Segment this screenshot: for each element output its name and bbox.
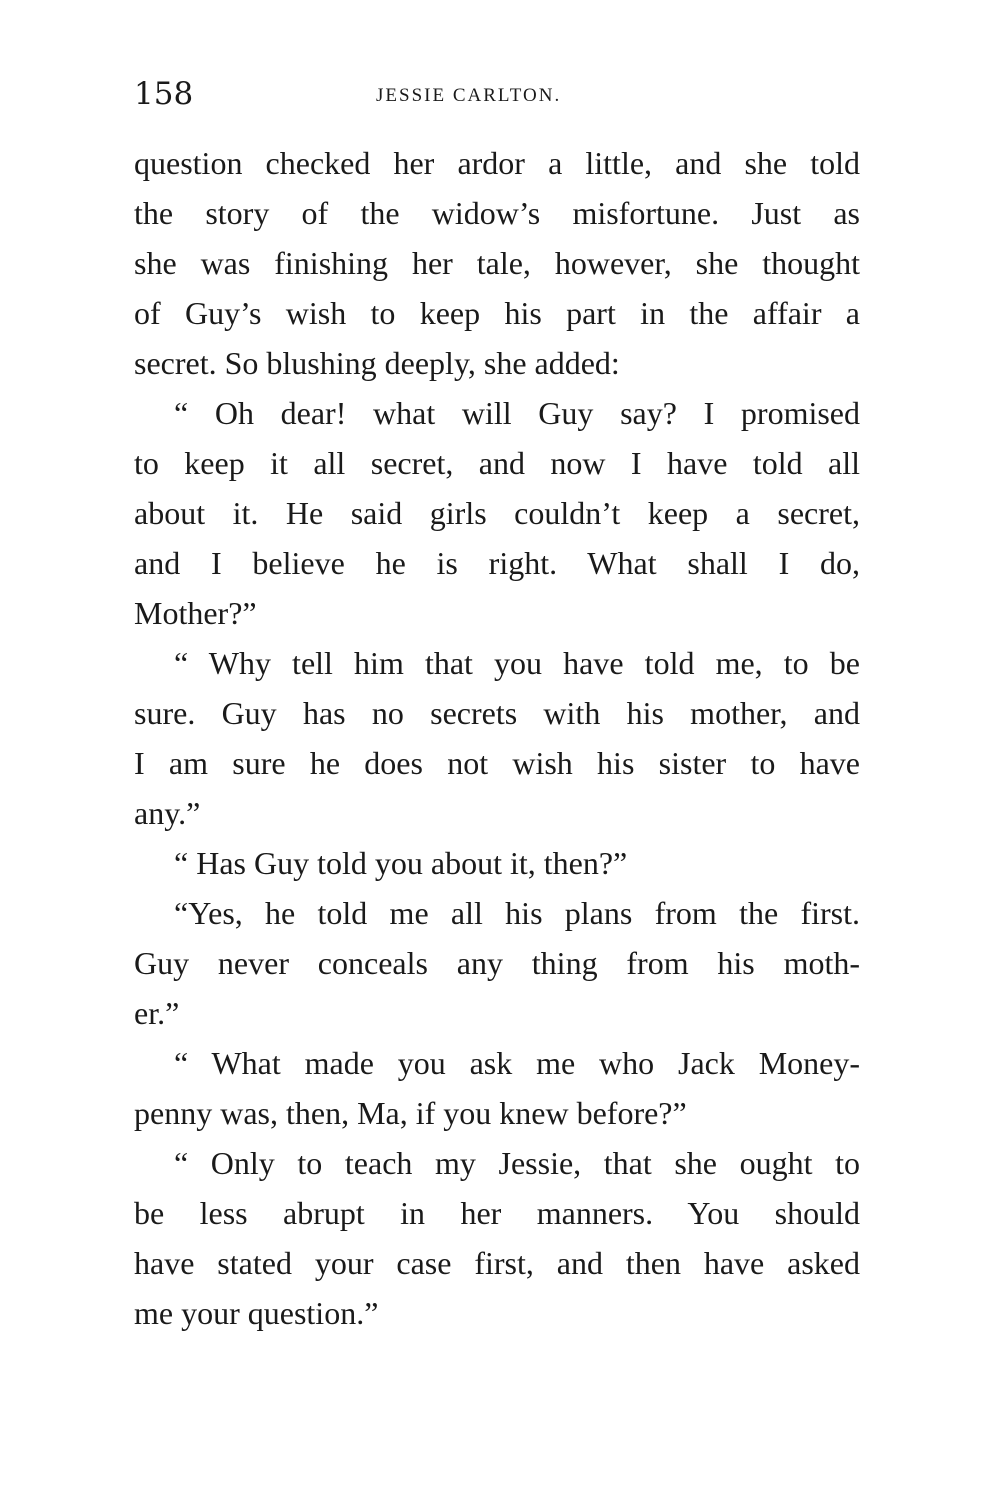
text-line: sure. Guy has no secrets with his mother, and xyxy=(134,695,860,731)
text-line: have stated your case first, and then have asked xyxy=(134,1245,860,1281)
text-line: secret. So blushing deeply, she added: xyxy=(134,345,620,381)
text-line: er.” xyxy=(134,995,180,1031)
body-text xyxy=(134,138,860,1338)
text-line: to keep it all secret, and now I have told all xyxy=(134,445,860,481)
text-line: “ Why tell him that you have told me, to be xyxy=(174,645,860,681)
text-line: be less abrupt in her manners. You should xyxy=(134,1195,860,1231)
text-line: Guy never conceals any thing from his moth- xyxy=(134,945,860,981)
text-line: me your question.” xyxy=(134,1295,379,1331)
text-line: any.” xyxy=(134,795,201,831)
text-line: penny was, then, Ma, if you knew before?” xyxy=(134,1095,687,1131)
text-line: “ What made you ask me who Jack Money- xyxy=(174,1045,860,1081)
text-line: “ Only to teach my Jessie, that she ought to xyxy=(174,1145,860,1181)
book-title: JESSIE CARLTON. xyxy=(376,85,562,106)
text-line: about it. He said girls couldn’t keep a secret, xyxy=(134,495,860,531)
text-line: the story of the widow’s misfortune. Just as xyxy=(134,195,860,231)
text-line: “Yes, he told me all his plans from the first. xyxy=(174,895,860,931)
text-line: she was finishing her tale, however, she thought xyxy=(134,245,860,281)
page-number: 158 xyxy=(134,76,194,112)
text-line: Mother?” xyxy=(134,595,257,631)
text-line: “ Oh dear! what will Guy say? I promised xyxy=(174,395,860,431)
text-line: of Guy’s wish to keep his part in the affair a xyxy=(134,295,860,331)
running-head xyxy=(134,74,860,114)
text-line: I am sure he does not wish his sister to have xyxy=(134,745,860,781)
text-line: question checked her ardor a little, and she told xyxy=(134,145,860,181)
text-line: “ Has Guy told you about it, then?” xyxy=(174,845,628,881)
text-line: and I believe he is right. What shall I do, xyxy=(134,545,860,581)
